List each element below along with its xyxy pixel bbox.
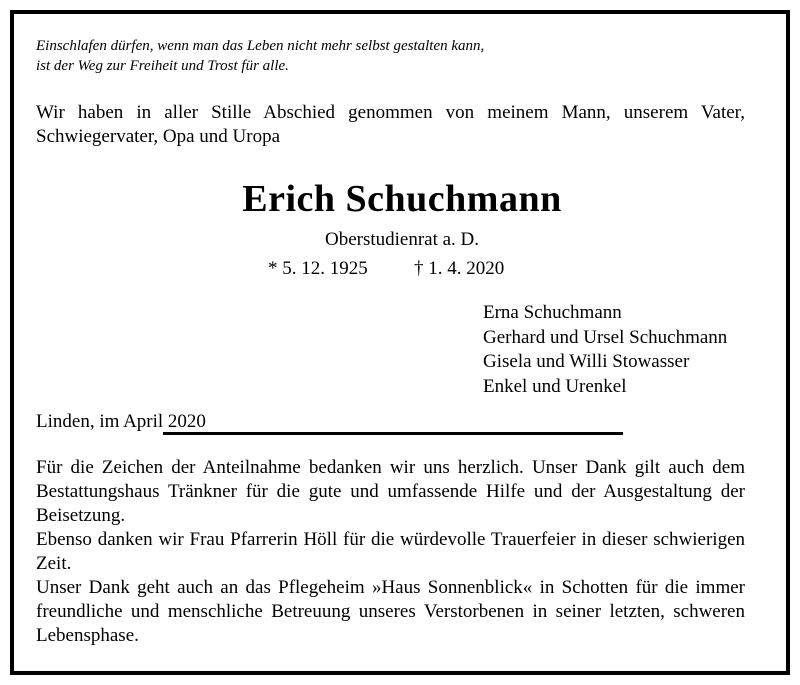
mourner-name: Erna Schuchmann <box>483 302 622 323</box>
thanks-paragraph: Unser Dank geht auch an das Pflegeheim »Haus Sonnenblick« in Schotten für die immer freundliche und menschliche Betreuung unseres Verstorbenen in seiner letzten, schweren Lebensphase. <box>36 577 745 646</box>
deceased-title: Oberstudienrat a. D. <box>324 229 480 250</box>
thanks-paragraph: Ebenso danken wir Frau Pfarrerin Höll für die würdevolle Trauerfeier in dieser schwierigen Zeit. <box>36 529 745 574</box>
deceased-name: Erich Schuchmann <box>242 178 562 220</box>
thanks-section <box>36 456 745 648</box>
mourner-name: Enkel und Urenkel <box>483 375 627 397</box>
intro-text: Wir haben in aller Stille Abschied genommen von meinem Mann, unserem Vater, Schwiegervater, Opa und Uropa <box>36 102 745 147</box>
mourner-name: Gisela und Willi Stowasser <box>483 351 690 372</box>
thanks-paragraph: Für die Zeichen der Anteilnahme bedanken wir uns herzlich. Unser Dank gilt auch dem Bestattungshaus Tränkner für die gute und umfassende Hilfe und der Ausgestaltung der Beisetzung. <box>36 457 745 526</box>
motto-line-1: Einschlafen dürfen, wenn man das Leben nicht mehr selbst gestalten kann, <box>36 38 485 54</box>
divider-line <box>163 432 623 435</box>
birth-date: * 5. 12. 1925 <box>268 258 368 279</box>
mourner-name: Gerhard und Ursel Schuchmann <box>483 326 728 348</box>
mourners-list <box>483 301 727 399</box>
obituary-frame <box>10 10 790 675</box>
motto-line-2: ist der Weg zur Freiheit und Trost für alle. <box>36 58 289 74</box>
death-date: † 1. 4. 2020 <box>414 258 505 279</box>
place-date: Linden, im April 2020 <box>36 411 206 432</box>
motto-quote <box>36 36 756 76</box>
